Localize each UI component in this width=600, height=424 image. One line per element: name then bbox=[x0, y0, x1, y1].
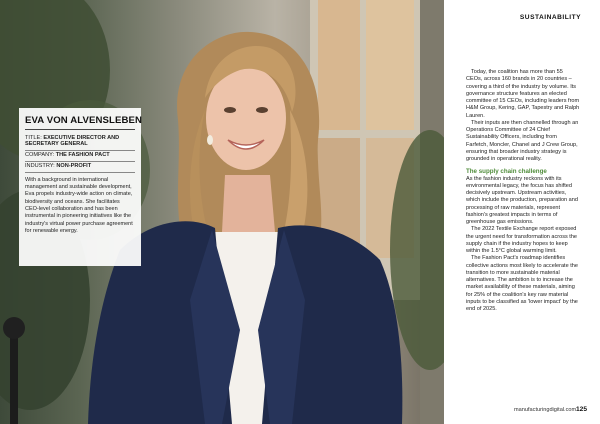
industry-label: INDUSTRY: bbox=[25, 163, 55, 170]
section-label: SUSTAINABILITY bbox=[519, 14, 581, 21]
article-paragraph: Their inputs are then channelled through an Operations Committee of 24 Chief Sustainability Officers, including from Farfetch, Moncler, Chanel and J Crew Group, ensuring that broader industry strategy is grounded in operational reality. bbox=[466, 119, 579, 162]
profile-company-row bbox=[25, 151, 135, 162]
footer-url[interactable]: manufacturingdigital.com bbox=[514, 407, 577, 413]
title-label: TITLE: bbox=[25, 134, 42, 141]
article-paragraph: Today, the coalition has more than 55 CEOs, across 160 brands in 20 countries – covering a third of the industry by volume. Its governance structure features an elected committee of 15 CEOs, including leaders from H&M Group, Kering, GAP, Tapestry and Ralph Lauren. bbox=[466, 69, 580, 119]
article-paragraph: The 2022 Textile Exchange report exposed the urgent need for transformation across the supply chain if the industry hopes to keep within the 1.5°C global warming limit. bbox=[466, 226, 578, 254]
industry-value: NON-PROFIT bbox=[56, 163, 92, 170]
title-value: EXECUTIVE DIRECTOR AND SECRETARY GENERAL bbox=[25, 134, 120, 148]
article-body bbox=[466, 69, 580, 313]
company-value: THE FASHION PACT bbox=[55, 152, 110, 159]
article-paragraph: The Fashion Pact's roadmap identifies collective actions most likely to accelerate the transition to more sustainable material alternatives. The ambition is to increase the market availability of these materials, aiming for 25% of the coalition's key raw material inputs to be classified as 'lower impact' by the end of 2025. bbox=[466, 255, 578, 312]
profile-card bbox=[19, 108, 141, 266]
profile-industry-row bbox=[25, 162, 135, 173]
company-label: COMPANY: bbox=[25, 152, 55, 159]
profile-name: EVA VON ALVENSLEBEN bbox=[25, 115, 135, 130]
profile-bio: With a background in international management and sustainable development, Eva propels industry-wide action on climate, biodiversity and oceans. She facilitates CEO-level collaboration and has been instrumental in pioneering initiatives like the industry's virtual power purchase agreement for renewable energy. bbox=[25, 176, 133, 234]
profile-title-row bbox=[25, 133, 135, 151]
page-number: 125 bbox=[576, 406, 588, 413]
article-column bbox=[444, 0, 600, 424]
article-paragraph: As the fashion industry reckons with its environmental legacy, the focus has shifted decisively upstream. Upstream activities, which include the production, preparation and processing of raw materials, represent fashion's greatest impacts in terms of greenhouse gas emissions. bbox=[466, 175, 578, 225]
article-subheading: The supply chain challenge bbox=[466, 168, 547, 176]
